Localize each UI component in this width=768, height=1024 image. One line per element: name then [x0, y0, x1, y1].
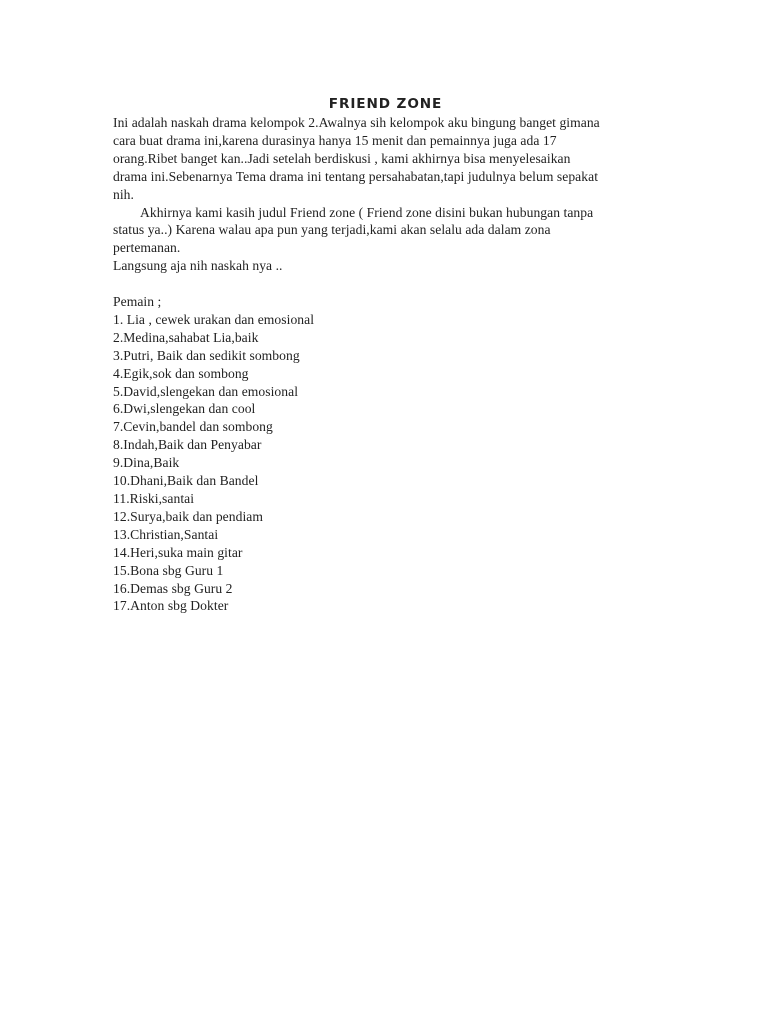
intro-line: drama ini.Sebenarnya Tema drama ini tentang persahabatan,tapi judulnya belum sepakat: [113, 168, 599, 184]
intro-line: Ini adalah naskah drama kelompok 2.Awalnya sih kelompok aku bingung banget gimana: [113, 115, 600, 130]
blank-line: [113, 275, 658, 293]
cast-list-item: 17.Anton sbg Dokter: [113, 598, 229, 614]
title-explanation-paragraph: [113, 204, 658, 258]
cast-list-item: 3.Putri, Baik dan sedikit sombong: [113, 347, 300, 363]
intro-line: cara buat drama ini,karena durasinya hanya 15 menit dan pemainnya juga ada 17: [113, 132, 557, 148]
cast-list-item: 1. Lia , cewek urakan dan emosional: [113, 311, 315, 327]
cast-list-item: 6.Dwi,slengekan dan cool: [113, 401, 256, 417]
cast-list-item: 2.Medina,sahabat Lia,baik: [113, 329, 259, 345]
intro-paragraph: [113, 114, 658, 204]
cast-list-item: 5.David,slengekan dan emosional: [113, 383, 299, 399]
cast-list-item: 10.Dhani,Baik dan Bandel: [113, 473, 259, 489]
cast-list-item: 13.Christian,Santai: [113, 526, 219, 542]
cast-list-item: 16.Demas sbg Guru 2: [113, 580, 233, 596]
cast-list-item: 9.Dina,Baik: [113, 455, 180, 471]
explanation-line: pertemanan.: [113, 240, 181, 256]
page-title: FRIEND ZONE: [328, 96, 443, 112]
intro-line: orang.Ribet banget kan..Jadi setelah berdiskusi , kami akhirnya bisa menyelesaikan: [113, 150, 571, 166]
cast-list-item: 14.Heri,suka main gitar: [113, 544, 243, 560]
explanation-line: status ya..) Karena walau apa pun yang terjadi,kami akan selalu ada dalam zona: [113, 222, 551, 238]
cast-list-item: 8.Indah,Baik dan Penyabar: [113, 437, 262, 453]
document-body: [113, 96, 658, 615]
explanation-line: Akhirnya kami kasih judul Friend zone ( Friend zone disini bukan hubungan tanpa: [140, 204, 594, 220]
cast-list-item: 15.Bona sbg Guru 1: [113, 562, 224, 578]
intro-line: nih.: [113, 186, 134, 202]
cast-list-item: 4.Egik,sok dan sombong: [113, 365, 249, 381]
cast-list: [113, 311, 658, 615]
closing-line: Langsung aja nih naskah nya ..: [113, 258, 283, 274]
cast-list-item: 11.Riski,santai: [113, 491, 195, 507]
cast-list-item: 7.Cevin,bandel dan sombong: [113, 419, 273, 435]
cast-heading: Pemain ;: [113, 294, 162, 310]
cast-list-item: 12.Surya,baik dan pendiam: [113, 508, 263, 524]
